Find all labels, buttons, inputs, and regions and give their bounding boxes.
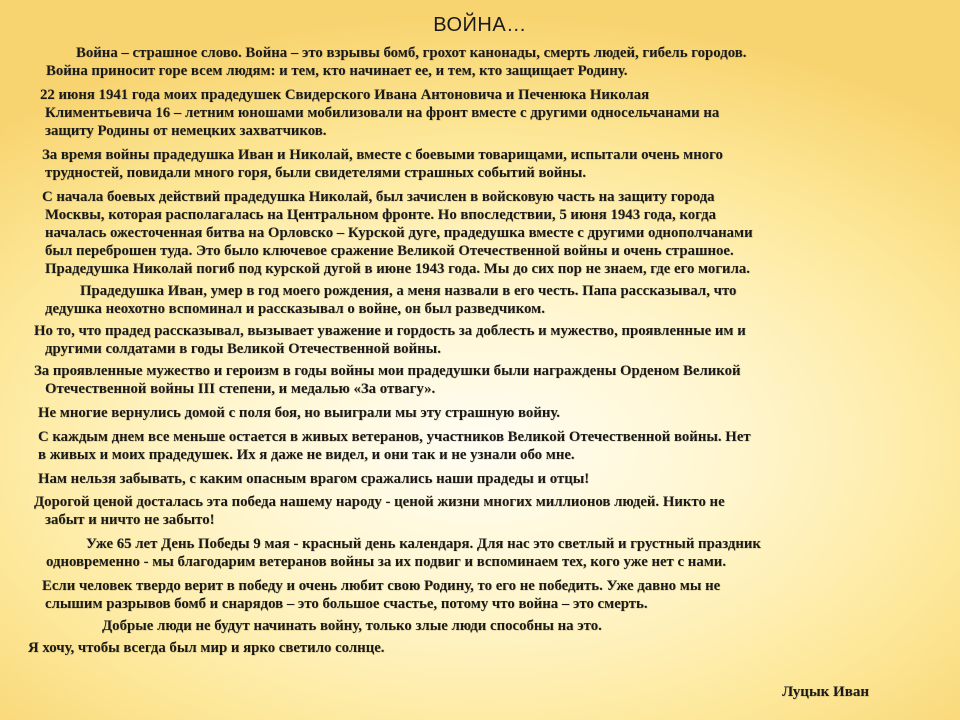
essay-body (28, 44, 944, 657)
paragraph-line: 22 июня 1941 года моих прадедушек Свидерского Ивана Антоновича и Печенюка Николая (40, 87, 650, 103)
paragraph-line: началась ожесточенная битва на Орловско – Курской дуге, прадедушка вместе с другими однополчанами (45, 225, 753, 241)
paragraph-line: За проявленные мужество и героизм в годы войны мои прадедушки были награждены Орденом Великой (34, 363, 741, 379)
paragraph (28, 639, 944, 657)
paragraph-line: С каждым днем все меньше остается в живых ветеранов, участников Великой Отечественной войны. Нет (38, 429, 751, 445)
paragraph-line: Не многие вернулись домой с поля боя, но выиграли мы эту страшную войну. (38, 405, 561, 421)
signature: Луцык Иван (782, 684, 869, 700)
paragraph (28, 535, 944, 571)
paragraph-line: Москвы, которая располагалась на Центральном фронте. Но впоследствии, 5 июня 1943 года, когда (45, 207, 716, 223)
paragraph-line: был переброшен туда. Это было ключевое сражение Великой Отечественной войны и очень страшное. (45, 243, 734, 259)
page-title: ВОЙНА… (433, 14, 527, 36)
paragraph (28, 146, 944, 182)
paragraph (28, 322, 944, 358)
paragraph (28, 493, 944, 529)
paragraph-line: Прадедушка Иван, умер в год моего рождения, а меня назвали в его честь. Папа рассказывал, что (80, 283, 737, 299)
paragraph-line: забыт и ничто не забыто! (45, 512, 215, 528)
paragraph-line: С начала боевых действий прадедушка Николай, был зачислен в войсковую часть на защиту города (42, 189, 715, 205)
paragraph (28, 44, 944, 80)
paragraph-line: в живых и моих прадедушек. Их я даже не видел, и они так и не узнали обо мне. (38, 447, 575, 463)
paragraph-line: Нам нельзя забывать, с каким опасным врагом сражались наши прадеды и отцы! (38, 471, 590, 487)
paragraph (28, 617, 944, 635)
paragraph (28, 188, 944, 278)
paragraph-line: слышим разрывов бомб и снарядов – это большое счастье, потому что война – это смерть. (45, 596, 648, 612)
paragraph-line: Война приносит горе всем людям: и тем, кто начинает ее, и тем, кто защищает Родину. (46, 63, 628, 79)
paragraph-line: Уже 65 лет День Победы 9 мая - красный день календаря. Для нас это светлый и грустный праздник (86, 536, 761, 552)
paragraph (28, 404, 944, 422)
paragraph-line: Если человек твердо верит в победу и очень любит свою Родину, то его не победить. Уже давно мы не (42, 578, 721, 594)
paragraph-line: Отечественной войны III степени, и медалью «За отвагу». (45, 381, 436, 397)
paragraph-line: Климентьевича 16 – летним юношами мобилизовали на фронт вместе с другими односельчанами на (45, 105, 720, 121)
paragraph-line: Дорогой ценой досталась эта победа нашему народу - ценой жизни многих миллионов людей. Никто не (34, 494, 725, 510)
paragraph-line: защиту Родины от немецких захватчиков. (45, 123, 327, 139)
paragraph (28, 428, 944, 464)
paragraph (28, 86, 944, 140)
paragraph-line: Война – страшное слово. Война – это взрывы бомб, грохот канонады, смерть людей, гибель городов. (76, 45, 747, 61)
paragraph-line: трудностей, повидали много горя, были свидетелями страшных событий войны. (45, 165, 587, 181)
paragraph (28, 470, 944, 488)
paragraph (28, 362, 944, 398)
paragraph-line: дедушка неохотно вспоминал и рассказывал о войне, он был разведчиком. (45, 301, 545, 317)
paragraph-line: Прадедушка Николай погиб под курской дугой в июне 1943 года. Мы до сих пор не знаем, где его могила. (45, 261, 750, 277)
paragraph-line: Но то, что прадед рассказывал, вызывает уважение и гордость за доблесть и мужество, проявленные им и (34, 323, 746, 339)
paragraph-line: одновременно - мы благодарим ветеранов войны за их подвиг и вспоминаем тех, кого уже нет с нами. (46, 554, 727, 570)
paragraph-line: Добрые люди не будут начинать войну, только злые люди способны на это. (102, 618, 602, 634)
paragraph-line: За время войны прадедушка Иван и Николай, вместе с боевыми товарищами, испытали очень много (42, 147, 723, 163)
paragraph-line: другими солдатами в годы Великой Отечественной войны. (45, 341, 441, 357)
paragraph-line: Я хочу, чтобы всегда был мир и ярко светило солнце. (28, 640, 385, 656)
paragraph (28, 577, 944, 613)
paragraph (28, 282, 944, 318)
